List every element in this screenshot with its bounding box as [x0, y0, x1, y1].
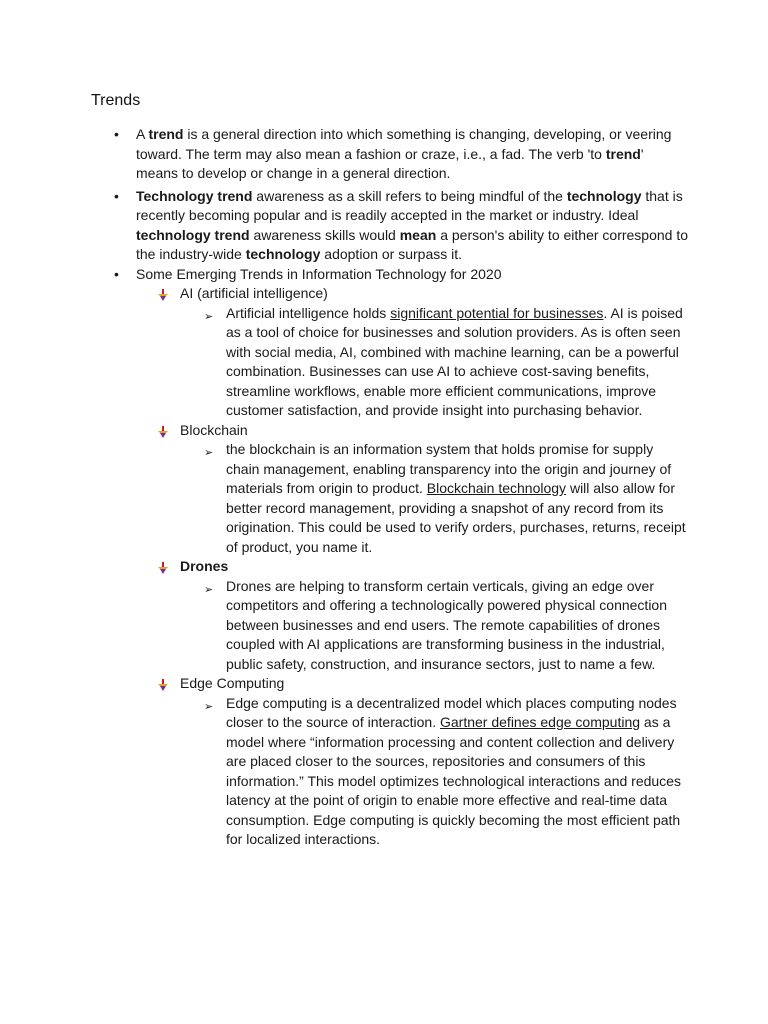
triangle-bullet-icon: ➢ — [204, 310, 214, 323]
bullet-technology-trend: • Technology trend awareness as a skill refers to being mindful of the technology that is recently becoming popular and is readily accepted in the market or industry. Ideal technology trend awareness skills would mean a person's ability to either correspond to the industry-wide technology adoption or surpass it. — [114, 187, 689, 262]
sub-item-label: Drones — [180, 558, 229, 574]
triangle-bullet-icon: ➢ — [204, 583, 214, 596]
arrow-bullet-icon — [157, 562, 169, 574]
detail-blockchain: ➢ the blockchain is an information system that holds promise for supply chain management, enabling transparency into the origin and journey of materials from origin to product. Blockchain technology will also allow for better record management, providing a snapshot of any record from its origination. This could be used to verify orders, purchases, returns, receipt of product, you name it. — [204, 441, 686, 555]
detail-edge-computing: ➢ Edge computing is a decentralized model which places computing nodes closer to the source of interaction. Gartner defines edge computing as a model where “information processing and content collection and delivery are placed closer to the sources, repositories and consumers of this information.” This model optimizes technological interactions and reduces latency at the point of origin to enable more effective and real-time data consumption. Edge computing is quickly becoming the most efficient path for localized interactions. — [204, 694, 681, 847]
bullet-list — [108, 125, 688, 850]
triangle-bullet-icon: ➢ — [204, 700, 214, 713]
triangle-bullet-icon: ➢ — [204, 447, 214, 459]
bullet-trend-definition: • A trend is a general direction into which something is changing, developing, or veering toward. The term may also mean a fashion or craze, i.e., a fad. The verb 'to trend' means to develop or change in a general direction. — [114, 126, 672, 181]
hyperlink[interactable]: significant potential for businesses — [390, 304, 604, 321]
arrow-bullet-icon — [157, 426, 169, 438]
hyperlink[interactable]: Blockchain technology — [426, 480, 567, 496]
bullet-dot-icon: • — [114, 187, 119, 204]
arrow-bullet-icon — [157, 679, 169, 691]
detail-ai: ➢ Artificial intelligence holds significant potential for businesses. AI is poised as a tool of choice for businesses and solution providers. As is often seen with social media, AI, combined with machine learning, can be a powerful combination. Businesses can use AI to achieve cost-saving benefits, streamline workflows, enable more efficient communications, improve customer satisfaction, and provide insight into purchasing behavior. — [204, 304, 683, 418]
sub-item-label: AI (artificial intelligence) — [180, 285, 328, 301]
sub-item-drones — [153, 557, 688, 577]
hyperlink[interactable]: Gartner defines edge computing — [440, 714, 641, 730]
sub-item-label: Blockchain — [180, 421, 248, 438]
bullet-dot-icon: • — [114, 126, 119, 142]
page-title: Trends — [91, 92, 141, 109]
bullet-emerging-trends: • Some Emerging Trends in Information Technology for 2020 — [108, 265, 688, 285]
sub-item-edge-computing — [153, 674, 688, 694]
arrow-bullet-icon — [157, 289, 169, 301]
detail-drones: ➢ Drones are helping to transform certain verticals, giving an edge over competitors and offering a technologically powered physical connection between businesses and end users. The remote capabilities of drones coupled with AI applications are transforming business in the industrial, public safety, construction, and insurance sectors, just to name a few. — [204, 577, 668, 672]
sub-item-ai — [153, 284, 688, 304]
bullet-dot-icon: • — [114, 265, 119, 282]
sub-item-label: Edge Computing — [180, 675, 285, 691]
sub-item-blockchain — [153, 421, 688, 441]
